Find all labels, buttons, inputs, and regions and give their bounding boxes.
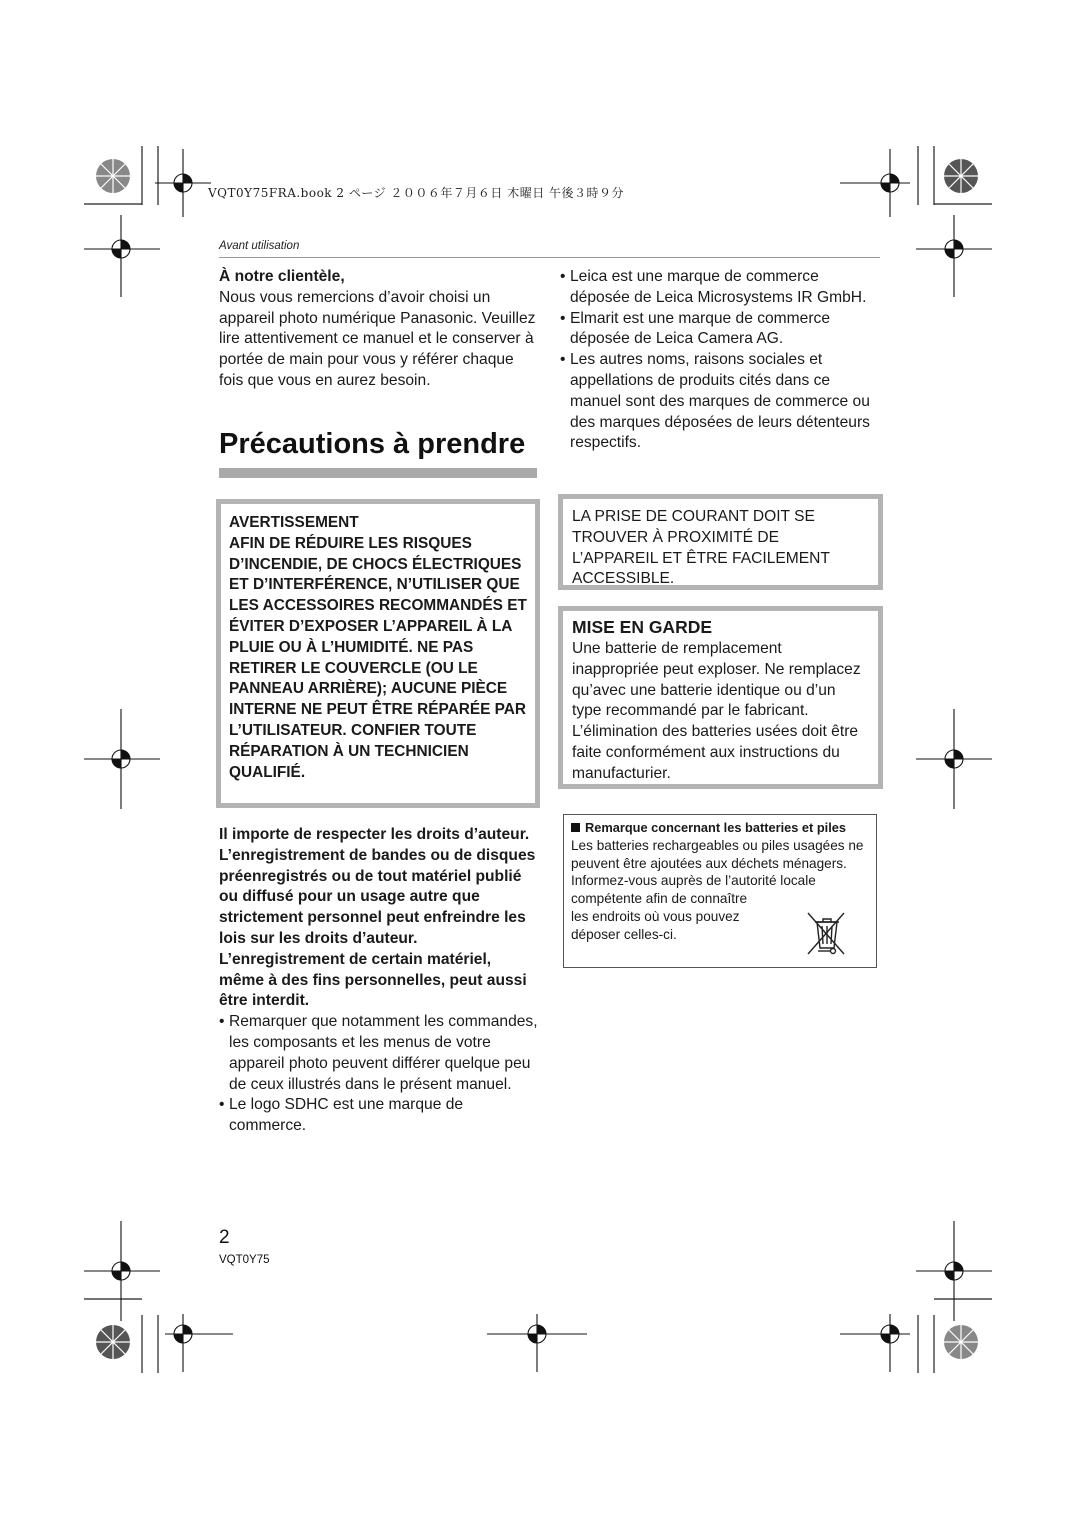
trademark-item: • Leica est une marque de commerce déposée de Leica Microsystems IR GmbH.	[560, 267, 872, 309]
battery-text: Informez-vous auprès de l’autorité locale	[571, 873, 816, 889]
document-code: VQT0Y75	[219, 1254, 270, 1266]
intro-heading: À notre clientèle,	[219, 268, 345, 285]
intro-body: Nous vous remercions d’avoir choisi un appareil photo numérique Panasonic. Veuillez lire attentivement ce manuel et le conserver à portée de main pour vous y référer chaque fois que vous en aurez besoin.	[219, 288, 536, 389]
running-head: Avant utilisation	[219, 240, 300, 252]
caution-title: MISE EN GARDE	[572, 617, 713, 637]
battery-text: déposer celles-ci.	[571, 926, 677, 942]
copyright-section	[219, 825, 539, 1137]
intro-section	[219, 267, 539, 392]
header-rule	[219, 257, 880, 258]
caution-box	[558, 606, 883, 789]
outlet-notice-text: LA PRISE DE COURANT DOIT SE TROUVER À PROXIMITÉ DE L’APPAREIL ET ÊTRE FACILEMENT ACCESSIBLE.	[572, 508, 830, 588]
battery-box-title-text: Remarque concernant les batteries et piles	[585, 820, 847, 835]
section-title-underline	[219, 468, 537, 478]
copyright-bullet: • Le logo SDHC est une marque de commerce.	[219, 1095, 539, 1137]
battery-text: compétente afin de connaître	[571, 891, 748, 907]
battery-box-title	[571, 819, 869, 837]
printer-slug-line: VQT0Y75FRA.book 2 ページ ２００６年７月６日 木曜日 午後３時９分	[208, 186, 625, 200]
trademark-item: • Les autres noms, raisons sociales et appellations de produits cités dans ce manuel sont des marques de commerce ou des marques déposées de leurs détenteurs respectifs.	[560, 350, 872, 454]
crossed-out-wheelie-bin-icon	[805, 910, 847, 958]
warning-title: AVERTISSEMENT	[229, 514, 359, 531]
page-number: 2	[219, 1227, 230, 1248]
caution-body: Une batterie de remplacement inappropriée peut exploser. Ne remplacez qu’avec une batterie identique ou d’un type recommandé par le fabricant. L’élimination des batteries usées doit être faite conformément aux instructions du manufacturier.	[572, 640, 861, 782]
outlet-notice-box	[558, 494, 883, 590]
section-title: Précautions à prendre	[219, 428, 526, 460]
battery-text: les endroits où vous pouvez	[571, 908, 740, 924]
trademark-list	[560, 267, 872, 454]
copyright-notice: Il importe de respecter les droits d’auteur. L’enregistrement de bandes ou de disques préenregistrés ou de tout matériel publié ou diffusé pour un usage autre que strictement personnel peut enfreindre les lois sur les droits d’auteur. L’enregistrement de certain matériel, même à des fins personnelles, peut aussi être interdit.	[219, 826, 536, 1010]
copyright-bullet: • Remarquer que notamment les commandes, les composants et les menus de votre appareil photo peuvent différer quelque peu de ceux illustrés dans le présent manuel.	[219, 1012, 539, 1095]
battery-text: Les batteries rechargeables ou piles usagées ne peuvent être ajoutées aux déchets ménagers.	[571, 837, 864, 871]
trademark-item: • Elmarit est une marque de commerce déposée de Leica Camera AG.	[560, 309, 872, 351]
warning-body: AFIN DE RÉDUIRE LES RISQUES D’INCENDIE, DE CHOCS ÉLECTRIQUES ET D’INTERFÉRENCE, N’UTILISER QUE LES ACCESSOIRES RECOMMANDÉS ET ÉVITER D’EXPOSER L’APPAREIL À LA PLUIE OU À L’HUMIDITÉ. NE PAS RETIRER LE COUVERCLE (OU LE PANNEAU ARRIÈRE); AUCUNE PIÈCE INTERNE NE PEUT ÊTRE RÉPARÉE PAR L’UTILISATEUR. CONFIER TOUTE RÉPARATION À UN TECHNICIEN QUALIFIÉ.	[229, 534, 527, 781]
square-bullet-icon	[571, 823, 580, 832]
warning-box	[216, 499, 540, 808]
